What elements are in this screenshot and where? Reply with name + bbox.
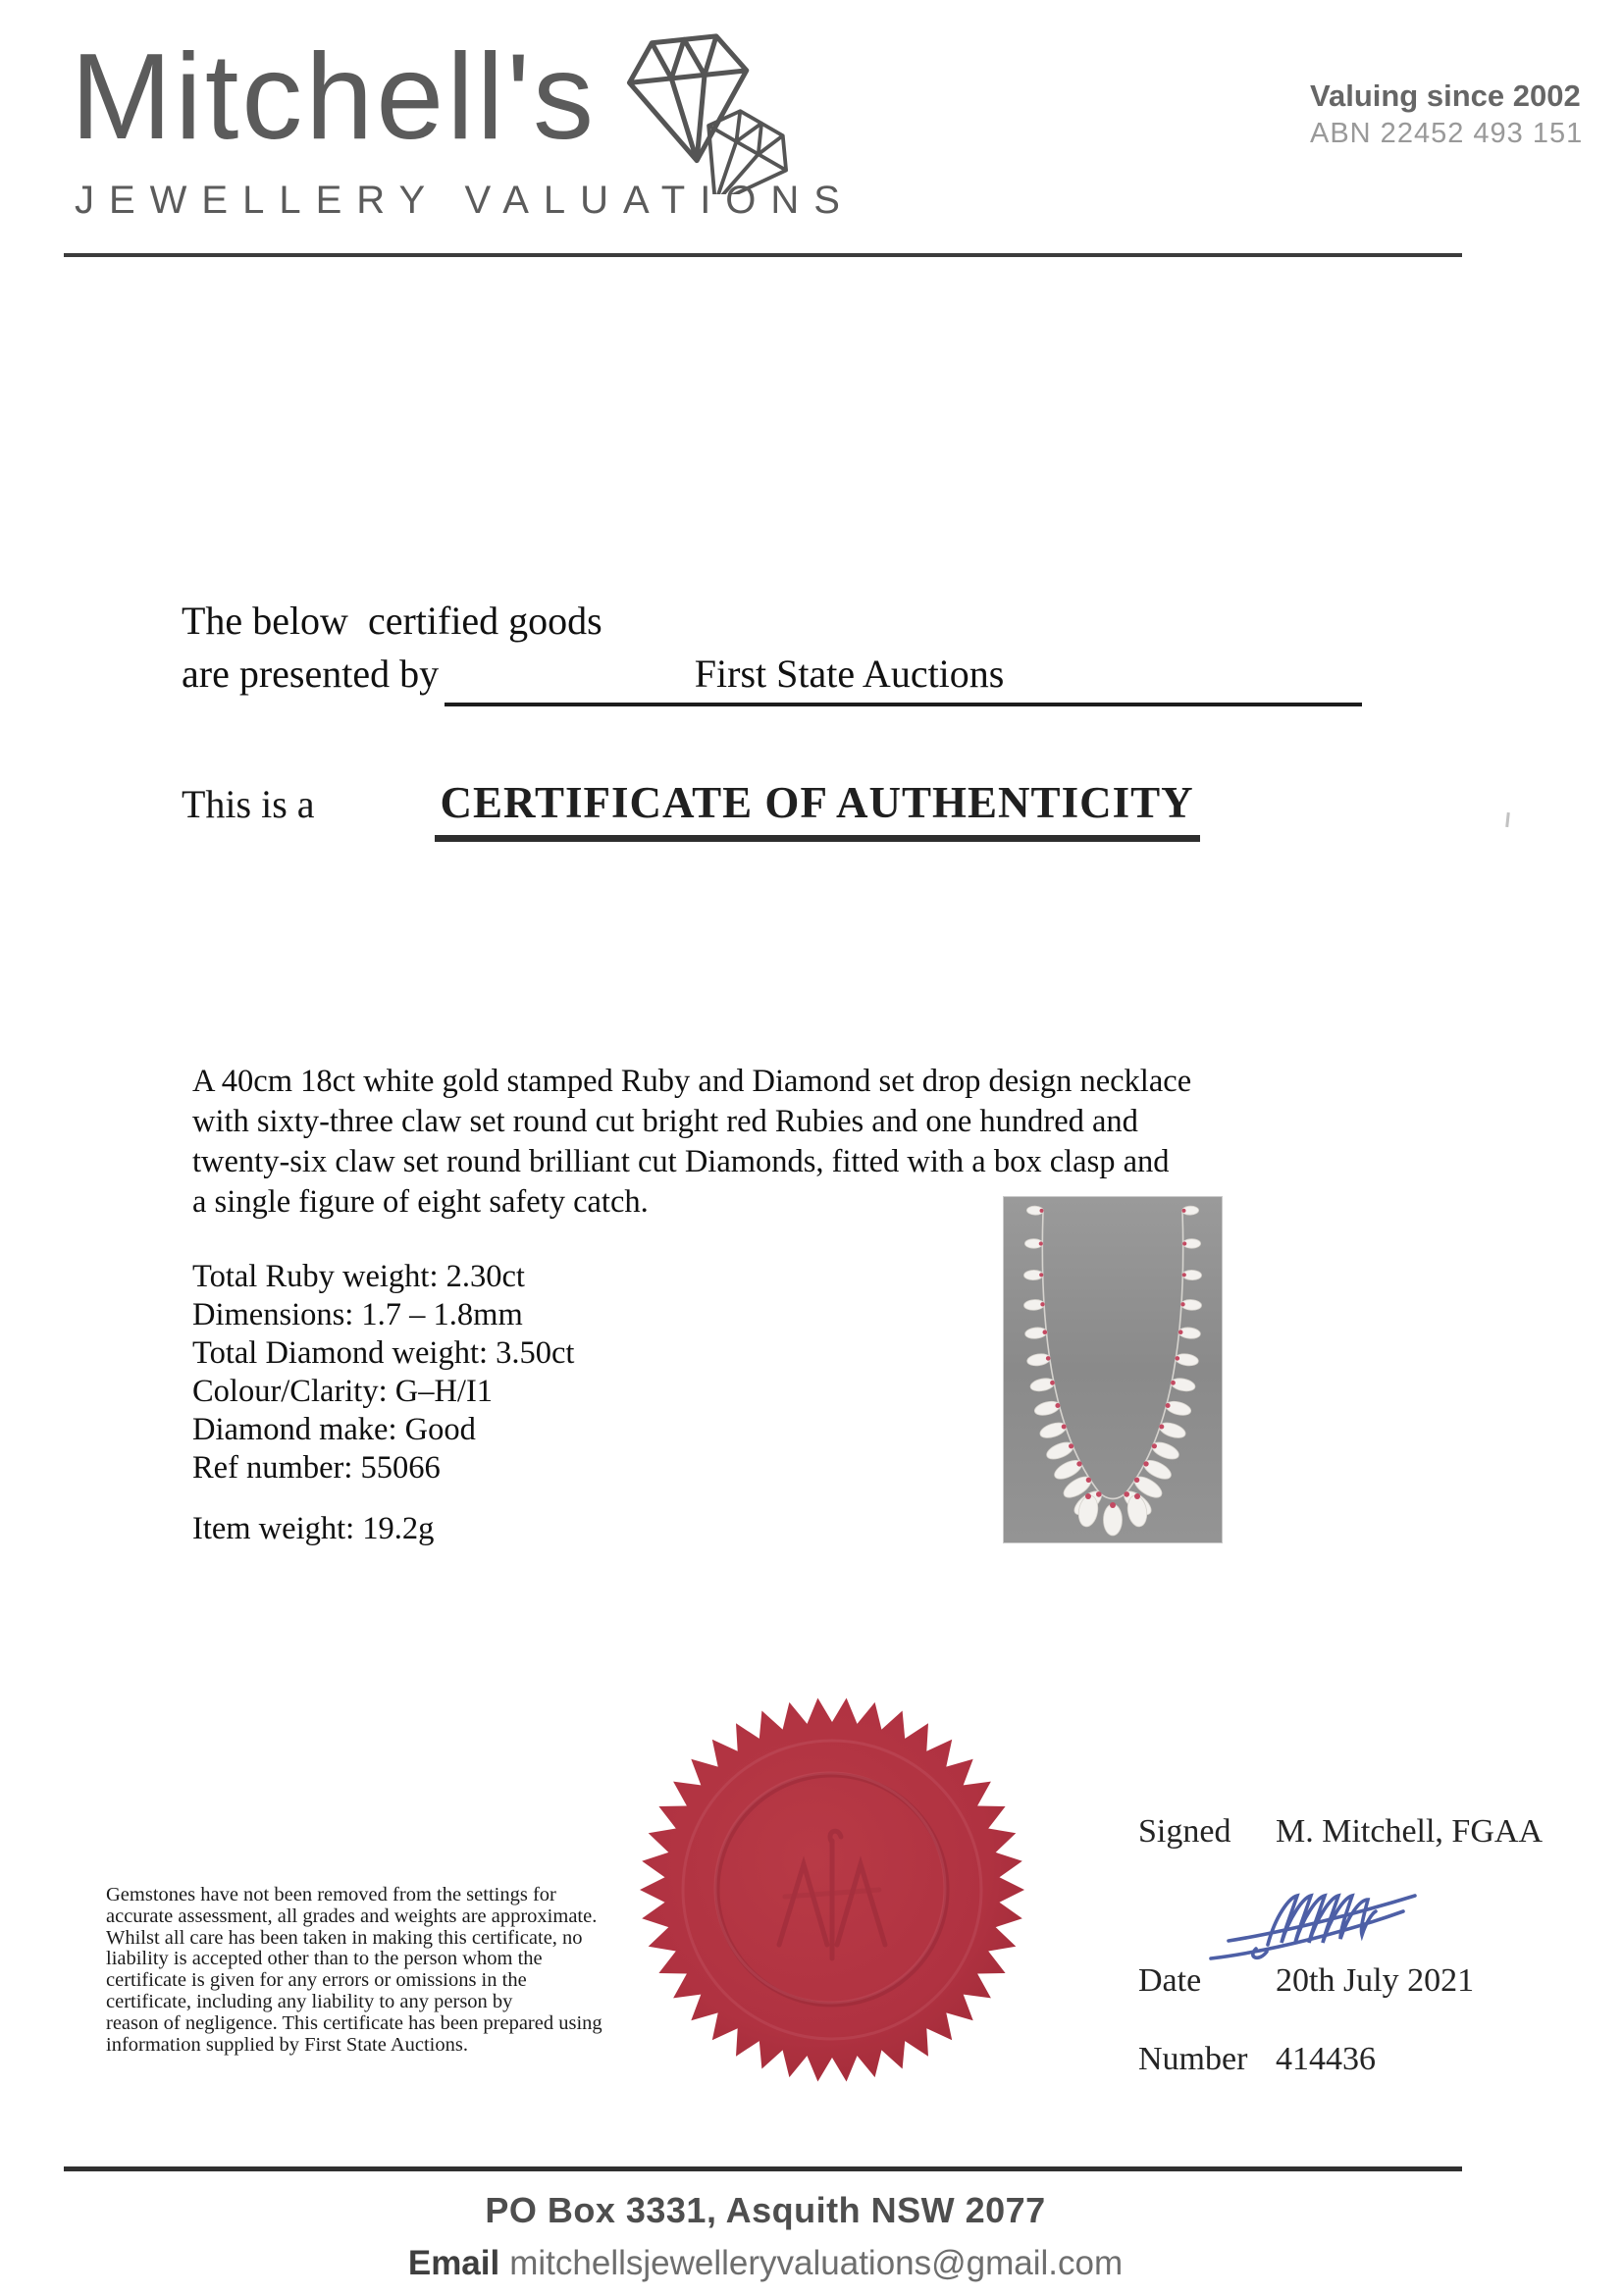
email-label: Email — [407, 2244, 500, 2282]
diamond-pair-icon — [616, 26, 824, 199]
footer-address: PO Box 3331, Asquith NSW 2077 — [485, 2190, 1046, 2230]
brand-name: Mitchell's — [71, 29, 597, 165]
signed-value: M. Mitchell, FGAA — [1276, 1813, 1543, 1850]
disclaimer-line: certificate, including any liability to any person by — [106, 1990, 513, 2012]
disclaimer-line: information supplied by First State Auctions. — [106, 2033, 468, 2056]
title-row — [182, 777, 1200, 842]
detail-dimensions: Dimensions: 1.7 – 1.8mm — [192, 1297, 523, 1332]
presented-by-label: are presented by — [182, 652, 440, 696]
presenter-underline — [445, 648, 1362, 706]
detail-ref-number: Ref number: 55066 — [192, 1450, 441, 1486]
header-divider — [64, 253, 1462, 257]
footer-divider — [64, 2166, 1462, 2171]
disclaimer-line: liability is accepted other than to the person whom the — [106, 1948, 543, 1970]
necklace-photo — [1004, 1197, 1222, 1542]
disclaimer-line: certificate is given for any errors or omissions in the — [106, 1969, 527, 1992]
intro-line1: The below certified goods — [182, 599, 602, 643]
scan-artifact — [1505, 812, 1510, 827]
handwritten-signature — [1207, 1856, 1472, 1973]
detail-diamond-weight: Total Diamond weight: 3.50ct — [192, 1335, 575, 1371]
description-line: twenty-six claw set round brilliant cut Diamonds, fitted with a box clasp and — [192, 1144, 1170, 1179]
title-prefix: This is a — [182, 782, 315, 826]
embossed-seal — [638, 1696, 1026, 2089]
tagline: Valuing since 2002 — [1310, 78, 1581, 113]
date-row — [1138, 1962, 1474, 2000]
footer — [64, 2190, 1467, 2283]
intro-line2 — [182, 648, 1362, 706]
disclaimer-line: Gemstones have not been removed from the settings for — [106, 1884, 556, 1905]
brand-subtitle: JEWELLERY VALUATIONS — [75, 179, 855, 222]
item-weight: Item weight: 19.2g — [192, 1511, 435, 1546]
number-label: Number — [1138, 2041, 1248, 2077]
description-line: A 40cm 18ct white gold stamped Ruby and Diamond set drop design necklace — [192, 1064, 1192, 1099]
presenter-name: First State Auctions — [694, 652, 1005, 696]
detail-diamond-make: Diamond make: Good — [192, 1412, 476, 1447]
detail-colour-clarity: Colour/Clarity: G–H/I1 — [192, 1374, 494, 1409]
number-row — [1138, 2041, 1376, 2078]
email-address: mitchellsjewelleryvaluations@gmail.com — [509, 2244, 1124, 2282]
footer-email — [64, 2244, 1467, 2283]
certificate-heading: CERTIFICATE OF AUTHENTICITY — [435, 777, 1200, 842]
date-label: Date — [1138, 1962, 1202, 1999]
description-line: a single figure of eight safety catch. — [192, 1184, 649, 1220]
detail-ruby-weight: Total Ruby weight: 2.30ct — [192, 1259, 525, 1294]
abn-number: ABN 22452 493 151 — [1310, 118, 1584, 149]
disclaimer-text — [106, 1885, 602, 2056]
disclaimer-line: accurate assessment, all grades and weights are approximate. — [106, 1905, 598, 1927]
signed-label: Signed — [1138, 1813, 1231, 1850]
description-line: with sixty-three claw set round cut bright red Rubies and one hundred and — [192, 1104, 1138, 1139]
intro-block — [182, 595, 1362, 706]
signed-row — [1138, 1813, 1543, 1851]
number-value: 414436 — [1276, 2041, 1376, 2077]
disclaimer-line: reason of negligence. This certificate has been prepared using — [106, 2011, 602, 2034]
date-value: 20th July 2021 — [1276, 1962, 1475, 1999]
detail-list — [192, 1258, 574, 1487]
disclaimer-line: Whilst all care has been taken in making this certificate, no — [106, 1926, 583, 1949]
